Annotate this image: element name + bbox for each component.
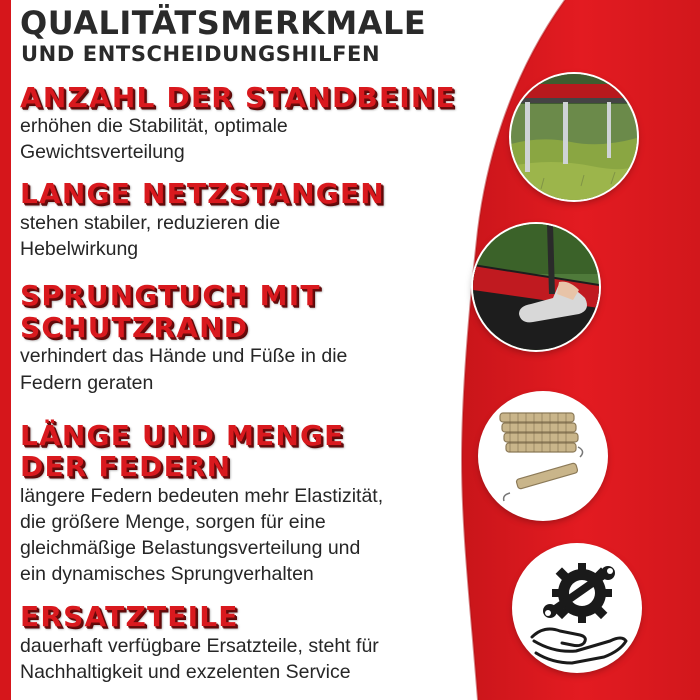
feature-text-line: die größere Menge, sorgen für eine [20,511,326,533]
feature-title: LÄNGE UND MENGE [20,419,345,452]
feature-title: ERSATZTEILE [20,600,239,633]
feature-text-line: erhöhen die Stabilität, optimale [20,115,288,137]
feature-title: ANZAHL DER STANDBEINE [20,81,456,114]
feature-text-line: ein dynamisches Sprungverhalten [20,563,314,585]
feature-text-line: längere Federn bedeuten mehr Elastizität, [20,485,384,507]
feature-text-line: Federn geraten [20,372,154,394]
feature-text-line: Gewichtsverteilung [20,141,185,163]
feature-text-line: verhindert das Hände und Füße in die [20,345,348,367]
page-title: QUALITÄTSMERKMALE [20,4,427,42]
hand-gear-wrench-icon [514,545,640,671]
feature-text-line: stehen stabiler, reduzieren die [20,212,281,234]
feature-text-line: Nachhaltigkeit und exzelenten Service [20,661,351,683]
feature-title: SCHUTZRAND [20,311,249,344]
feature-text-line: dauerhaft verfügbare Ersatzteile, steht für [20,635,379,657]
trampoline-legs-photo [511,74,637,200]
feature-title: LANGE NETZSTANGEN [20,177,385,210]
feature-text-line: gleichmäßige Belastungsverteilung und [20,537,361,559]
feature-title: DER FEDERN [20,450,232,483]
left-accent-bar [0,0,11,700]
feature-title: SPRUNGTUCH MIT [20,279,321,312]
springs-photo [480,393,606,519]
page-subtitle: UND ENTSCHEIDUNGSHILFEN [21,42,381,66]
feature-text-line: Hebelwirkung [20,238,139,260]
foot-on-safety-pad-photo [473,224,599,350]
